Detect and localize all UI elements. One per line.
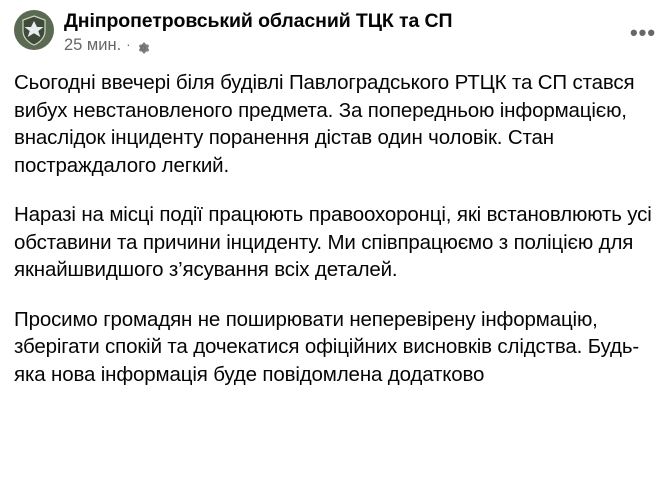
- post-body: [14, 69, 658, 388]
- post-meta: [64, 35, 658, 55]
- page-name[interactable]: Дніпропетровський обласний ТЦК та СП: [64, 10, 453, 32]
- post-timestamp[interactable]: 25 мин.: [64, 36, 122, 54]
- post-more-options-button[interactable]: •••: [629, 20, 657, 45]
- post-paragraph: Просимо громадян не поширювати неперевірену інформацію, зберігати спокій та дочекатися офіційних висновків слідства. Будь-яка нова інформація буде повідомлена додатково: [14, 307, 640, 386]
- post-header-text: [64, 10, 658, 55]
- avatar[interactable]: [14, 10, 54, 50]
- post-header: [14, 8, 658, 55]
- gear-icon[interactable]: [136, 40, 150, 54]
- meta-separator-dot: ·: [126, 37, 131, 52]
- post-paragraph: Сьогодні ввечері біля будівлі Павлоградського РТЦК та СП стався вибух невстановленого предмета. За попередньою інформацією, внаслідок інциденту поранення дістав один чоловік. Стан постраждалого легкий.: [14, 71, 635, 177]
- post-paragraph: Наразі на місці події працюють правоохоронці, які встановлюють усі обставини та причини інциденту. Ми співпрацюємо з поліцією для якнайшвидшого з’ясування всіх деталей.: [14, 203, 652, 281]
- military-emblem-avatar-icon: [17, 13, 51, 47]
